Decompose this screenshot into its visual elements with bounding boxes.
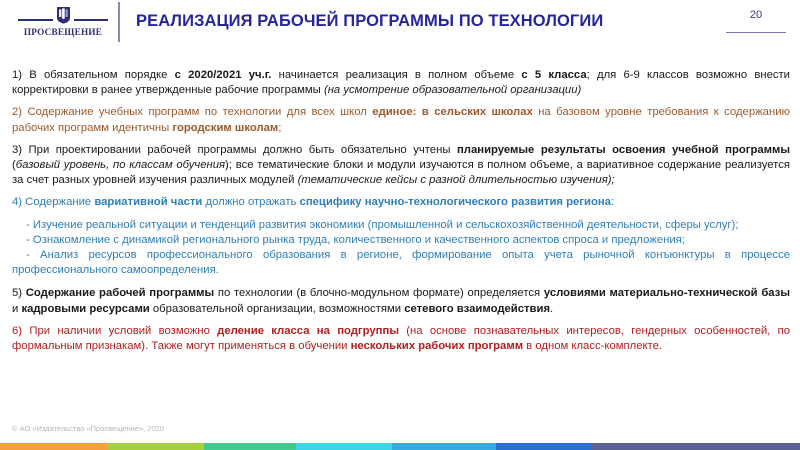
color-bar-segment-6 <box>496 443 592 450</box>
logo-emblem-row <box>18 4 108 26</box>
logo-rule-left <box>18 19 53 21</box>
book-shield-icon <box>56 6 71 24</box>
item-5: 5) Содержание рабочей программы по технологии (в блочно-модульном формате) определяется условиями материально-технической базы и кадровыми ресурсами образовательной организации, возможностями сетевого взаимодействия. <box>12 287 790 315</box>
slide-content <box>12 68 790 408</box>
sub-item-2: - Ознакомление с динамикой регионального рынка труда, количественного и качественного аспектов спроса и предложения; <box>26 233 685 246</box>
header-divider <box>118 2 120 42</box>
publisher-logo <box>18 4 108 42</box>
sub-item-3: - Анализ ресурсов профессионального образования в регионе, формирование опыта учета рыночной конъюнктуры в процессе профессионального самоопределения. <box>12 249 790 277</box>
slide-header <box>0 0 800 46</box>
logo-rule-right <box>74 19 109 21</box>
footer-color-bar <box>0 443 800 450</box>
item-6: 6) При наличии условий возможно деление класса на подгруппы (на основе познавательных интересов, гендерных особенностей, по формальным признакам). Также могут применяться в обучении нескольких рабочих программ в одном класс-комплекте. <box>12 324 790 353</box>
slide-number: 20 <box>749 9 763 21</box>
item-3: 3) При проектировании рабочей программы должно быть обязательно учтены планируемые результаты освоения учебной программы (базовый уровень, по классам обучения); все тематические блоки и модули изучаются в полном объеме, а вариативное содержание реализуется за счет разных уровней изучения различных модулей (тематические кейсы с разной длительностью изучения); <box>12 143 791 187</box>
slide-number-rule <box>726 32 786 33</box>
color-bar-segment-1 <box>0 443 108 450</box>
page-title: РЕАЛИЗАЦИЯ РАБОЧЕЙ ПРОГРАММЫ ПО ТЕХНОЛОГИИ <box>136 12 604 30</box>
item-1: 1) В обязательном порядке с 2020/2021 уч.г. начинается реализация в полном объеме с 5 класса; для 6-9 классов возможно внести корректировки в ранее утвержденные рабочие программы (на усмотрение образовательной организации) <box>12 69 790 97</box>
sub-item-1: - Изучение реальной ситуации и тенденций развития экономики (промышленной и сельскохозяйственной деятельности, сферы услуг); <box>26 218 739 231</box>
item-4: 4) Содержание вариативной части должно отражать специфику научно-технологического развития региона: <box>12 196 615 209</box>
color-bar-segment-4 <box>296 443 392 450</box>
item-2: 2) Содержание учебных программ по технологии для всех школ единое: в сельских школах на базовом уровне требования к содержанию рабочих программ идентичны городским школам; <box>12 106 790 134</box>
color-bar-segment-5 <box>392 443 496 450</box>
sub-items-spacer <box>12 278 790 286</box>
color-bar-segment-2 <box>108 443 204 450</box>
color-bar-segment-7 <box>592 443 800 450</box>
slide-number-block <box>726 8 786 33</box>
color-bar-segment-3 <box>204 443 296 450</box>
copyright-notice: © АО «Издательство «Просвещение», 2020 <box>12 424 164 433</box>
logo-wordmark: ПРОСВЕЩЕНИЕ <box>23 27 103 37</box>
